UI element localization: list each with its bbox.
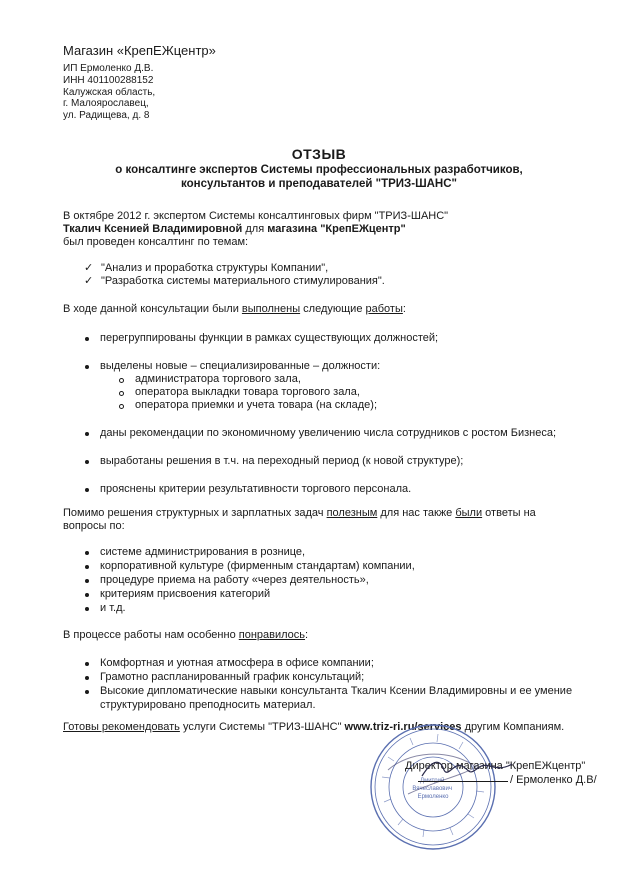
bullet-dot-icon bbox=[85, 551, 89, 555]
recommend-text: другим Компаниям. bbox=[461, 721, 565, 733]
liked-item: Комфортная и уютная атмосфера в офисе компании; bbox=[100, 657, 374, 669]
work-item: выработаны решения в т.ч. на переходный период (к новой структуре); bbox=[100, 455, 464, 467]
useful-underlined: полезным bbox=[326, 507, 378, 519]
topic-item: "Разработка системы материального стимулирования". bbox=[101, 275, 385, 287]
recommend-url: www.triz-ri.ru/services bbox=[344, 721, 462, 733]
circle-bullet-icon bbox=[119, 404, 124, 409]
liked-item-continuation: структурировано преподносить материал. bbox=[100, 699, 316, 711]
address-line: ИНН 401100288152 bbox=[63, 74, 154, 86]
bullet-dot-icon bbox=[85, 365, 89, 369]
work-subitem: оператора выкладки товара торгового зала, bbox=[135, 386, 360, 398]
subtitle-line: о консалтинге экспертов Системы профессиональных разработчиков, bbox=[115, 164, 523, 176]
stamp-line: Вячеславович bbox=[412, 786, 452, 792]
work-subitem: администратора торгового зала, bbox=[135, 373, 301, 385]
work-item: выделены новые – специализированные – должности: bbox=[100, 360, 381, 372]
bullet-dot-icon bbox=[85, 488, 89, 492]
bullet-dot-icon bbox=[85, 432, 89, 436]
stamp-line: Ермоленко bbox=[417, 794, 449, 800]
liked-underlined: понравилось bbox=[238, 629, 306, 641]
useful-lead-text bbox=[63, 506, 536, 520]
shop-name: Магазин «КрепЕЖцентр» bbox=[63, 43, 216, 58]
liked-text: В процессе работы нам особенно bbox=[63, 629, 239, 641]
address-line: г. Малоярославец, bbox=[63, 98, 149, 110]
useful-item: критериям присвоения категорий bbox=[100, 588, 271, 600]
liked-item: Грамотно распланированный график консультаций; bbox=[100, 671, 365, 683]
liked-text: : bbox=[305, 629, 309, 641]
bullet-dot-icon bbox=[85, 460, 89, 464]
document-subtitle bbox=[0, 163, 638, 191]
bullet-dot-icon bbox=[85, 579, 89, 583]
topic-item: "Анализ и проработка структуры Компании", bbox=[101, 262, 329, 274]
address-line: ул. Радищева, д. 8 bbox=[63, 110, 150, 122]
useful-text: Помимо решения структурных и зарплатных задач bbox=[63, 507, 327, 519]
useful-underlined: были bbox=[455, 507, 483, 519]
intro-line-2 bbox=[63, 222, 406, 236]
work-lead-text: следующие bbox=[300, 303, 366, 315]
subtitle-line: консультантов и преподавателей "ТРИЗ-ШАНС" bbox=[181, 178, 457, 190]
work-item: даны рекомендации по экономичному увеличению числа сотрудников с ростом Бизнеса; bbox=[100, 427, 557, 439]
check-icon: ✓ bbox=[84, 275, 94, 287]
liked-lead bbox=[63, 628, 308, 642]
signature-name: / Ермоленко Д.В/ bbox=[510, 774, 597, 786]
handwritten-signature-icon bbox=[418, 752, 518, 782]
useful-text: для нас также bbox=[377, 507, 456, 519]
useful-lead bbox=[63, 506, 598, 520]
bullet-dot-icon bbox=[85, 593, 89, 597]
useful-line-2: вопросы по: bbox=[63, 520, 125, 532]
shop-address bbox=[63, 63, 155, 122]
expert-name: Ткалич Ксенией Владимировной bbox=[63, 223, 243, 235]
work-lead-text: В ходе данной консультации были bbox=[63, 303, 242, 315]
work-subitem: оператора приемки и учета товара (на складе); bbox=[135, 399, 377, 411]
work-lead bbox=[63, 302, 406, 316]
liked-item: Высокие дипломатические навыки консультанта Ткалич Ксении Владимировны и ее умение bbox=[100, 685, 573, 697]
work-item: перегруппированы функции в рамках существующих должностей; bbox=[100, 332, 439, 344]
useful-text: ответы на bbox=[482, 507, 536, 519]
recommend-text: услуги Системы "ТРИЗ-ШАНС" bbox=[179, 721, 345, 733]
intro-line-1: В октябре 2012 г. экспертом Системы консалтинговых фирм "ТРИЗ-ШАНС" bbox=[63, 210, 449, 222]
useful-item: процедуре приема на работу «через деятельность», bbox=[100, 574, 369, 586]
check-icon: ✓ bbox=[84, 262, 94, 274]
bullet-dot-icon bbox=[85, 565, 89, 569]
signature-role: Директор магазина "КрепЕЖцентр" bbox=[405, 760, 586, 772]
document-title: ОТЗЫВ bbox=[291, 146, 347, 162]
work-lead-underlined: работы bbox=[365, 303, 403, 315]
circle-bullet-icon bbox=[119, 391, 124, 396]
intro-for: для bbox=[242, 223, 268, 235]
circle-bullet-icon bbox=[119, 378, 124, 383]
recommend-underlined: Готовы рекомендовать bbox=[63, 721, 180, 733]
useful-item: корпоративной культуре (фирменным стандартам) компании, bbox=[100, 560, 415, 572]
intro-line-3: был проведен консалтинг по темам: bbox=[63, 236, 249, 248]
bullet-dot-icon bbox=[85, 690, 89, 694]
intro-shop: магазина "КрепЕЖцентр" bbox=[267, 223, 406, 235]
bullet-dot-icon bbox=[85, 337, 89, 341]
bullet-dot-icon bbox=[85, 662, 89, 666]
work-lead-underlined: выполнены bbox=[241, 303, 301, 315]
useful-item: системе администрирования в рознице, bbox=[100, 546, 306, 558]
useful-item: и т.д. bbox=[100, 602, 126, 614]
bullet-dot-icon bbox=[85, 676, 89, 680]
work-item: прояснены критерии результативности торгового персонала. bbox=[100, 483, 412, 495]
company-stamp-icon bbox=[368, 722, 498, 852]
bullet-dot-icon bbox=[85, 607, 89, 611]
work-lead-text: : bbox=[402, 303, 406, 315]
address-line: Калужская область, bbox=[63, 86, 156, 98]
address-line: ИП Ермоленко Д.В. bbox=[63, 63, 154, 74]
